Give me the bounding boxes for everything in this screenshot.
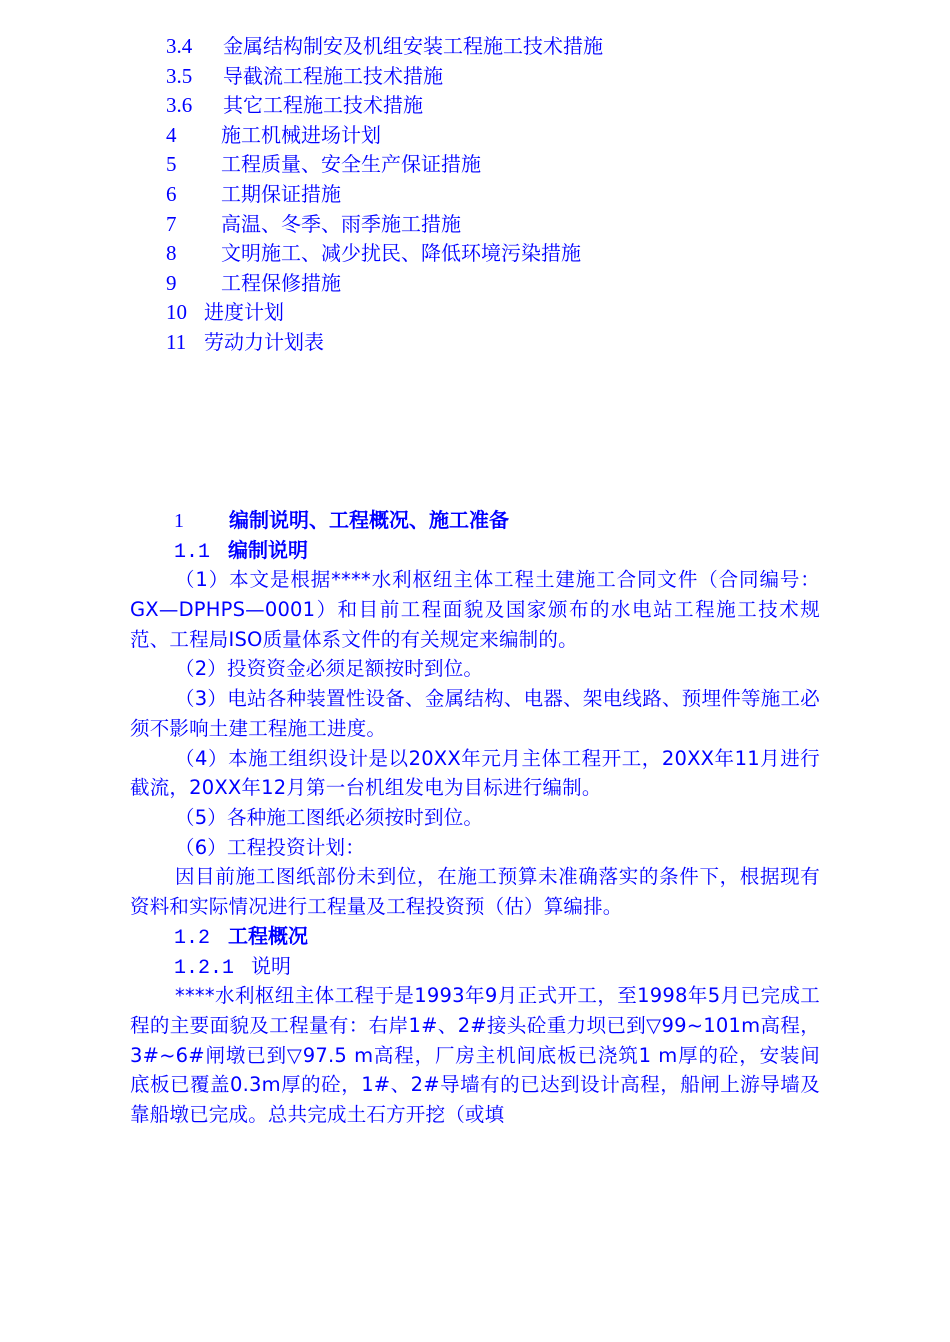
toc-item[interactable] <box>166 180 603 210</box>
paragraph: 因目前施工图纸部份未到位，在施工预算未准确落实的条件下，根据现有资料和实际情况进行工程量及工程投资预（估）算编排。 <box>130 865 820 919</box>
toc-number: 6 <box>166 181 177 206</box>
toc-item[interactable] <box>166 328 603 358</box>
toc-item[interactable] <box>166 62 603 92</box>
toc-text: 文明施工、减少扰民、降低环境污染措施 <box>221 241 581 266</box>
toc-number: 10 <box>166 300 187 325</box>
toc-item[interactable] <box>166 91 603 121</box>
toc-number: 9 <box>166 270 177 295</box>
section-heading-1-2-1 <box>130 952 820 982</box>
table-of-contents <box>166 32 603 358</box>
paragraph: ****水利枢纽主体工程于是1993年9月正式开工，至1998年5月已完成工程的主要面貌及工程量有：右岸1#、2#接头砼重力坝已到▽99~101m高程，3#~6#闸墩已到▽97.5 m高程，厂房主机间底板已浇筑1 m厚的砼，安装间底板已覆盖0.3m厚的砼，1#、2#导墙有的已达到设计高程，船闸上游导墙及靠船墩已完成。总共完成土石方开挖（或填 <box>130 984 820 1126</box>
toc-text: 进度计划 <box>204 300 284 325</box>
toc-text: 工期保证措施 <box>221 181 341 206</box>
toc-text: 导截流工程施工技术措施 <box>223 63 443 88</box>
paragraph: （1）本文是根据****水利枢纽主体工程土建施工合同文件（合同编号：GX—DPHPS—0001）和目前工程面貌及国家颁布的水电站工程施工技术规范、工程局ISO质量体系文件的有关规定来编制的。 <box>130 568 820 651</box>
toc-item[interactable] <box>166 269 603 299</box>
toc-number: 8 <box>166 241 177 266</box>
toc-number: 3.4 <box>166 34 193 58</box>
toc-item[interactable] <box>166 121 603 151</box>
section-title: 工程概况 <box>228 923 308 948</box>
toc-item[interactable] <box>166 150 603 180</box>
toc-text: 劳动力计划表 <box>204 329 324 354</box>
toc-item[interactable] <box>166 32 603 62</box>
toc-text: 工程保修措施 <box>221 270 341 295</box>
section-number: 1.2 <box>174 926 211 950</box>
section-heading-1 <box>130 506 820 536</box>
section-heading-1-2 <box>130 922 820 952</box>
toc-item[interactable] <box>166 298 603 328</box>
section-number: 1.2.1 <box>174 956 235 980</box>
toc-text: 高温、冬季、雨季施工措施 <box>221 211 461 236</box>
section-heading-1-1 <box>130 536 820 566</box>
toc-number: 3.5 <box>166 63 193 88</box>
document-body <box>130 506 820 1130</box>
paragraph: （4）本施工组织设计是以20XX年元月主体工程开工，20XX年11月进行截流，20XX年12月第一台机组发电为目标进行编制。 <box>130 746 820 800</box>
paragraph: （2）投资资金必须足额按时到位。 <box>175 657 484 681</box>
toc-text: 金属结构制安及机组安装工程施工技术措施 <box>223 34 603 58</box>
toc-number: 4 <box>166 122 177 147</box>
toc-text: 施工机械进场计划 <box>221 122 381 147</box>
section-title: 编制说明 <box>228 537 308 562</box>
toc-number: 3.6 <box>166 93 193 118</box>
paragraph: （6）工程投资计划： <box>175 835 365 859</box>
toc-text: 工程质量、安全生产保证措施 <box>221 152 481 177</box>
toc-number: 11 <box>166 329 187 354</box>
section-number: 1 <box>174 510 184 532</box>
toc-number: 7 <box>166 211 177 236</box>
toc-text: 其它工程施工技术措施 <box>223 93 423 118</box>
paragraph: （3）电站各种装置性设备、金属结构、电器、架电线路、预埋件等施工必须不影响土建工程施工进度。 <box>130 687 820 740</box>
paragraph: （5）各种施工图纸必须按时到位。 <box>175 806 484 829</box>
section-title: 编制说明、工程概况、施工准备 <box>229 508 509 532</box>
toc-item[interactable] <box>166 210 603 240</box>
toc-number: 5 <box>166 152 177 177</box>
toc-item[interactable] <box>166 239 603 269</box>
section-number: 1.1 <box>174 540 211 564</box>
section-title: 说明 <box>251 953 291 978</box>
